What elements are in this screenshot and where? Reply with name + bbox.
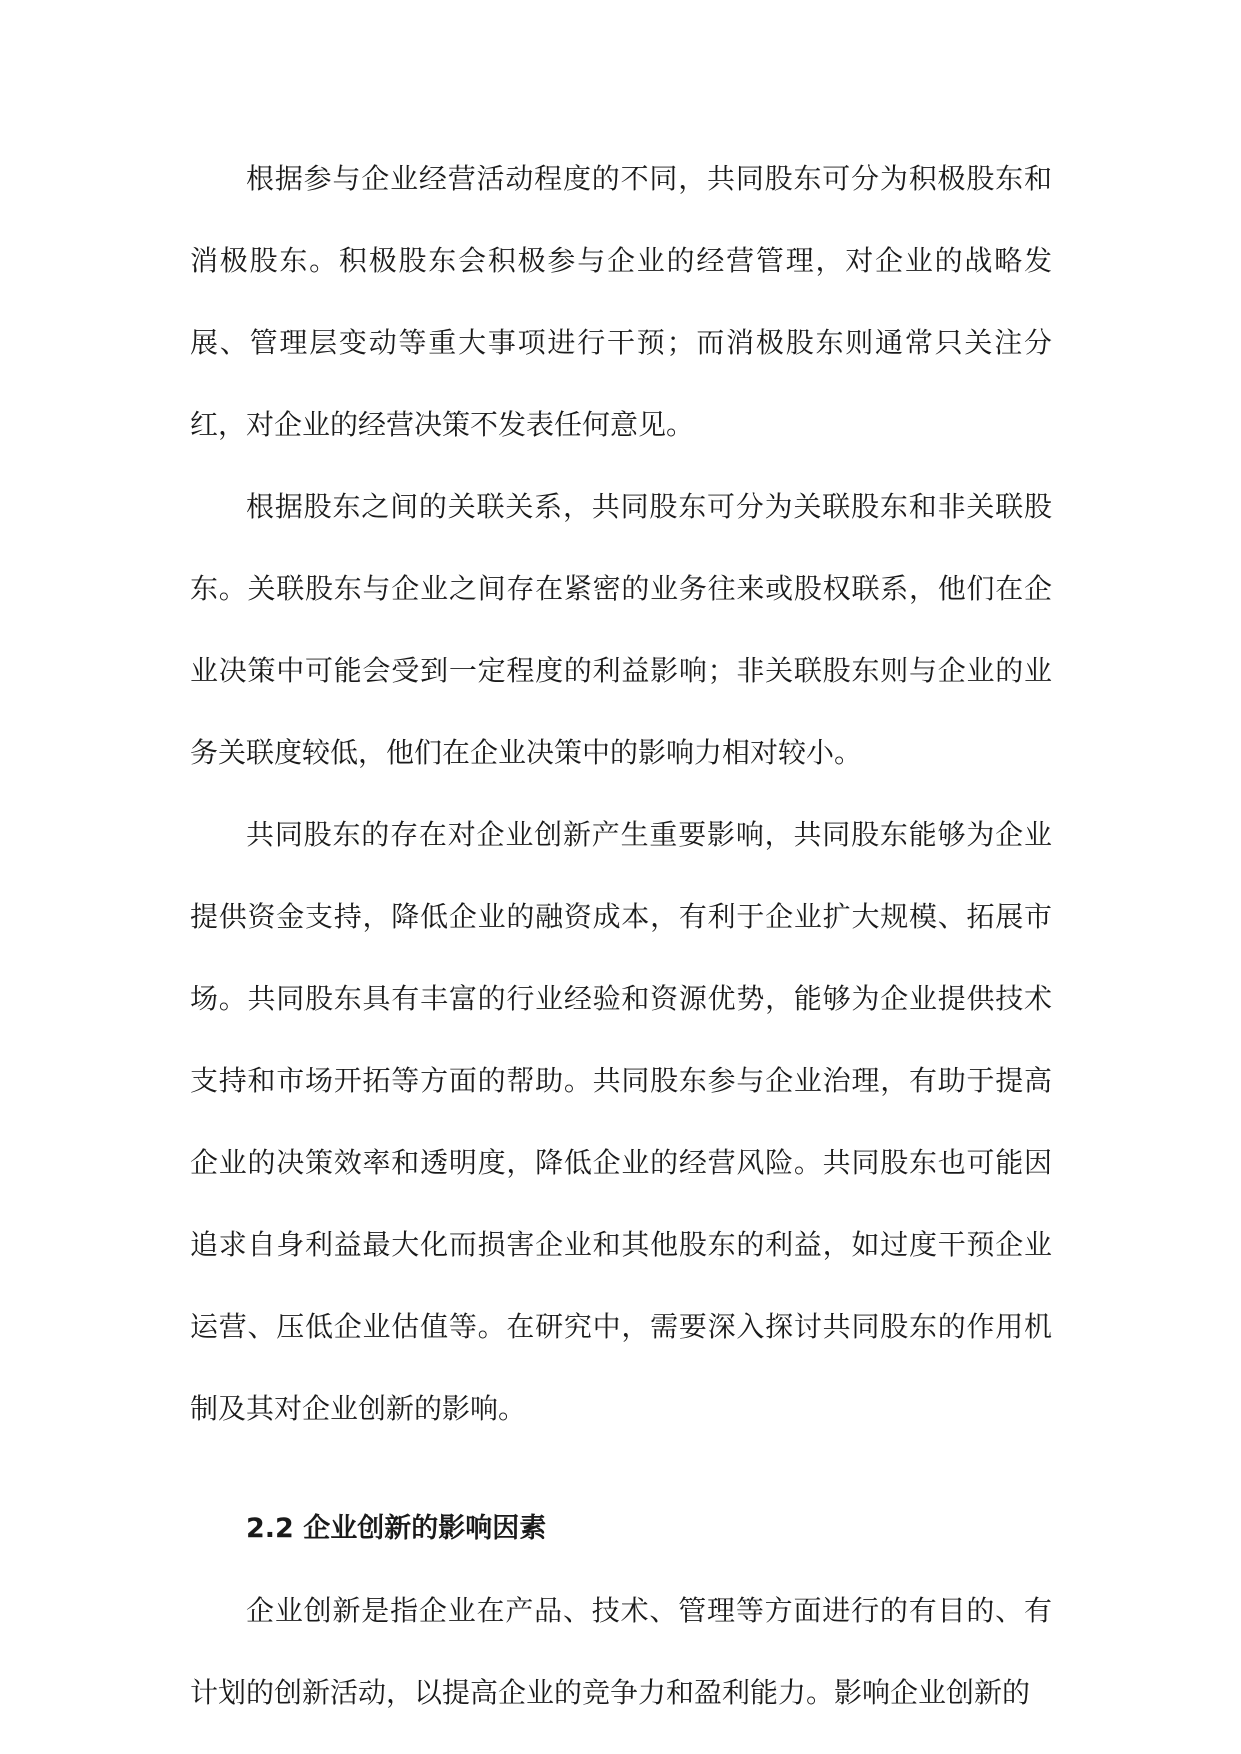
paragraph-shareholder-relation: 根据股东之间的关联关系，共同股东可分为关联股东和非关联股东。关联股东与企业之间存在紧密的业务往来或股权联系，他们在企业决策中可能会受到一定程度的利益影响；非关联股东则与企业的业务关联度较低，他们在企业决策中的影响力相对较小。: [190, 490, 1052, 769]
document-body: [190, 138, 1052, 1734]
paragraph-innovation-definition: 企业创新是指企业在产品、技术、管理等方面进行的有目的、有计划的创新活动，以提高企业的竞争力和盈利能力。影响企业创新的: [190, 1594, 1052, 1709]
paragraph-shareholder-impact: 共同股东的存在对企业创新产生重要影响，共同股东能够为企业提供资金支持，降低企业的融资成本，有利于企业扩大规模、拓展市场。共同股东具有丰富的行业经验和资源优势，能够为企业提供技术支持和市场开拓等方面的帮助。共同股东参与企业治理，有助于提高企业的决策效率和透明度，降低企业的经营风险。共同股东也可能因追求自身利益最大化而损害企业和其他股东的利益，如过度干预企业运营、压低企业估值等。在研究中，需要深入探讨共同股东的作用机制及其对企业创新的影响。: [190, 818, 1052, 1425]
section-heading: 2.2 企业创新的影响因素: [246, 1513, 547, 1544]
paragraph-shareholder-activity: 根据参与企业经营活动程度的不同，共同股东可分为积极股东和消极股东。积极股东会积极参与企业的经营管理，对企业的战略发展、管理层变动等重大事项进行干预；而消极股东则通常只关注分红，对企业的经营决策不发表任何意见。: [190, 162, 1052, 441]
